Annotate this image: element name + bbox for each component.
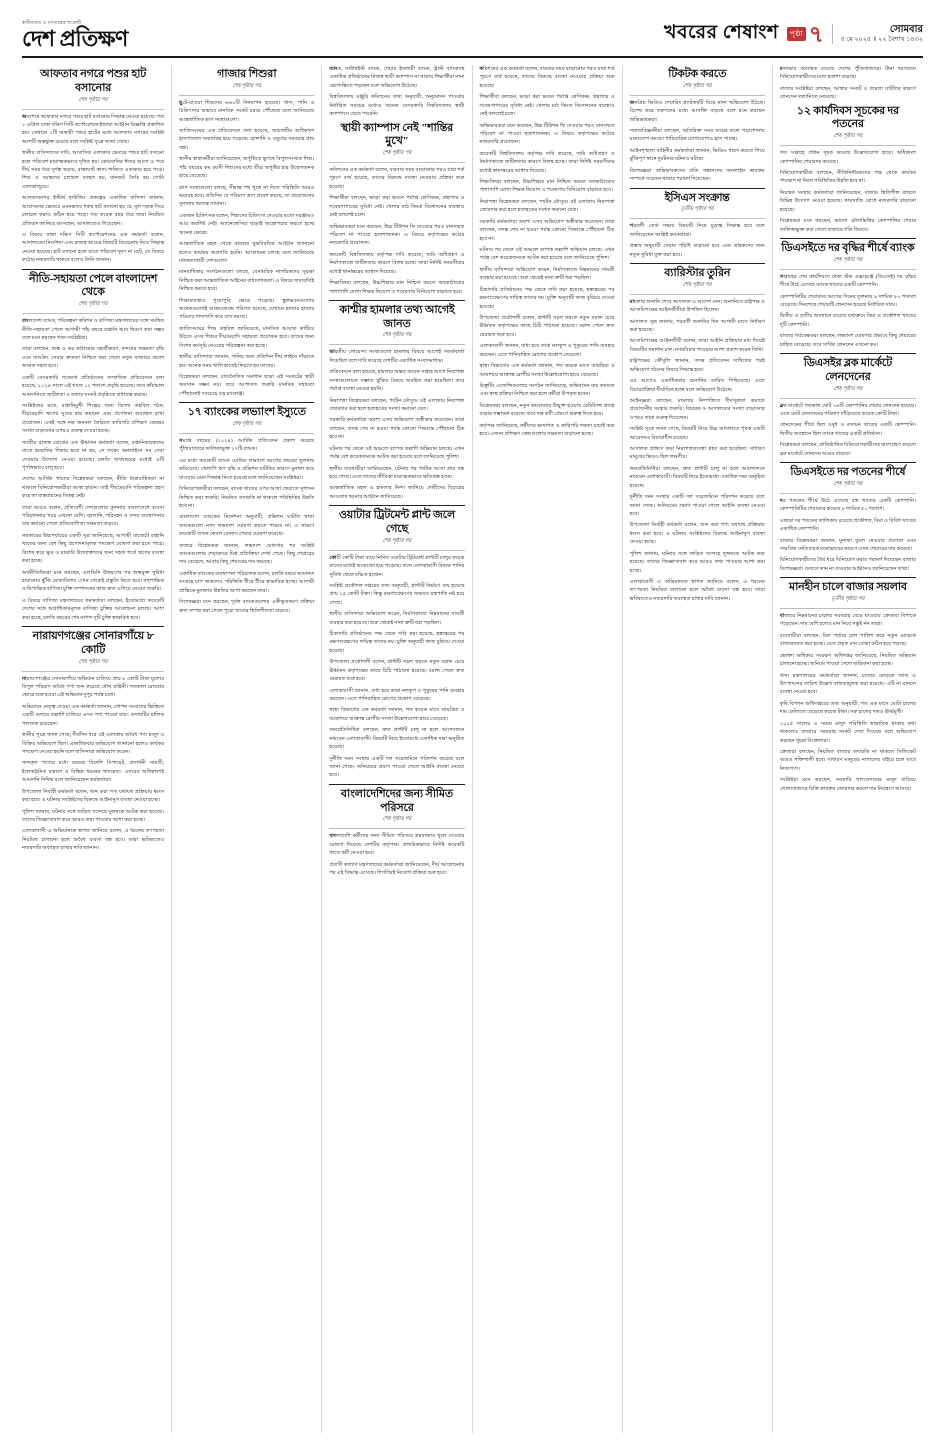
logo-kicker: স্বাধীনতার ও গণতন্ত্রের সংগ্রামী xyxy=(22,20,82,25)
article-paragraph: প্রবাসী কল্যাণ মন্ত্রণালয়ের কর্মকর্তারা জানিয়েছেন, দীর্ঘ আলোচনার পর এই সিদ্ধান্ত এসেছে। শিগগিরই নিয়োগ প্রক্রিয়া শুরু হবে। xyxy=(329,861,465,876)
article-paragraph: বাজারে নিম্নমানের চালের সরবরাহ বেড়ে যাওয়ায় ক্রেতারা বিপাকে পড়েছেন। দাম বেশি হলেও মান নিয়ে সন্তুষ্ট নন তারা। xyxy=(779,613,916,628)
divider xyxy=(780,238,916,239)
article-paragraph: উপজেলা প্রকৌশলী বলেন, প্লান্টটি সচল করতে নতুন বরাদ্দ চেয়ে ঊর্ধ্বতন কর্তৃপক্ষের কাছে চিঠি পাঠানো হয়েছে। বরাদ্দ পেলে দ্রুত মেরামত শুরু হবে। xyxy=(479,314,615,338)
article-paragraph: ভোক্তা অধিকার সংরক্ষণ অধিদপ্তর জানিয়েছে, নিয়মিত অভিযান চালানো হচ্ছে। অনিয়ম পাওয়া গেলে জরিমানা করা হচ্ছে। xyxy=(779,652,916,668)
divider xyxy=(22,109,164,110)
article-paragraph: রাষ্ট্রপক্ষের কৌঁসুলি জানান, তদন্ত প্রতিবেদন দাখিলের পরই অভিযোগ গঠনের বিষয়ে সিদ্ধান্ত হবে। xyxy=(629,358,765,373)
divider xyxy=(329,828,464,829)
article-headline: ডিএসইর ব্লক মার্কেটে লেনদেনের xyxy=(803,357,893,383)
divider xyxy=(179,95,314,96)
column-5 xyxy=(623,65,773,1433)
article-paragraph: একাধিক ব্যাংকের ব্যবস্থাপনা পরিচালক বলেন, চলতি বছরে আমানত সংগ্রহে চাপ থাকলেও পরিস্থিতি ধীরে ধীরে স্বাভাবিক হচ্ছে। আগামী প্রান্তিকে মুনাফায় উন্নতির আশা করছেন তারা। xyxy=(179,570,315,594)
article-headline: ডিএসইতে দর পতনের শীর্ষে xyxy=(790,466,906,479)
divider xyxy=(329,162,464,163)
article-paragraph: অভিযানে নেতৃত্ব দেওয়া এক কর্মকর্তা জানান, গোপন সংবাদের ভিত্তিতে একটি গুদামে তল্লাশি চালিয়ে এসব পণ্য পাওয়া যায়। গুদামটির মালিক পলাতক রয়েছেন। xyxy=(22,703,165,727)
article-paragraph: নিয়ন্ত্রক সংস্থার কর্মকর্তারা জানিয়েছেন, বাজার স্থিতিশীল রাখতে বিভিন্ন উদ্যোগ নেওয়া হয়েছে। কারসাজি রোধে নজরদারি বাড়ানো হয়েছে। xyxy=(779,189,916,213)
article-paragraph: মানবাধিকার সংগঠনগুলো বলছে, বেসামরিক নাগরিকদের সুরক্ষা নিশ্চিত করা আন্তর্জাতিক আইনের বাধ্যবাধকতা। এ বিষয়ে জবাবদিহি নিশ্চিত করতে হবে। xyxy=(179,269,315,293)
divider xyxy=(179,402,314,403)
article-dse-fall xyxy=(780,466,916,573)
article-byline: শেষ পৃষ্ঠার পর xyxy=(833,256,863,263)
article-barrister-turin xyxy=(630,267,765,603)
article-paragraph: উপজেলা প্রকৌশলী বলেন, প্লান্টটি সচল করতে নতুন বরাদ্দ চেয়ে ঊর্ধ্বতন কর্তৃপক্ষের কাছে চিঠি পাঠানো হয়েছে। বরাদ্দ পেলে দ্রুত মেরামত শুরু হবে। xyxy=(329,659,465,683)
article-byline: শেষ পৃষ্ঠার পর xyxy=(78,96,108,103)
article-paragraph: বিশেষজ্ঞরা অভিভাবকদের প্রতি সন্তানদের অনলাইন কার্যক্রম সম্পর্কে সচেতন থাকার পরামর্শ দিয়েছেন। xyxy=(629,167,765,183)
divider xyxy=(22,626,164,627)
article-aftab-nagar xyxy=(22,68,164,265)
divider xyxy=(780,353,916,354)
article-paragraph: প্রস্তাব অনুযায়ী সেবার পরিধি বাড়ানো হবে এবং গ্রাহকদের জন্য নতুন সুবিধা যুক্ত করা হবে। xyxy=(629,243,765,258)
article-paragraph: এর আগেও একাধিকবার শুনানির তারিখ পিছিয়েছে। এতে বিচারপ্রক্রিয়া দীর্ঘায়িত হচ্ছে বলে অভিযোগ উঠেছে। xyxy=(629,378,765,393)
article-paragraph: সমাজবিজ্ঞানীরা বলছেন, অতিরিক্ত সময় ব্যয়ের ফলে পড়াশোনায় মনোযোগ কমছে। পারিবারিক যোগাযোগও হ্রাস পাচ্ছে। xyxy=(629,128,765,143)
article-paragraph: শিক্ষার্থীরা বলছেন, ভাড়া করা ভবনে পর্যাপ্ত শ্রেণিকক্ষ, গ্রন্থাগার ও গবেষণাগারের সুবিধা নেই। খেলার মাঠ কিংবা বিনোদনের ব্যবস্থাও নেই বললেই চলে। xyxy=(479,94,615,118)
article-paragraph: পুলিশ জানায়, ঘটনার সঙ্গে জড়িত সন্দেহে দুজনকে আটক করা হয়েছে। তাদের জিজ্ঞাসাবাদ করে আরও তথ্য পাওয়ার আশা করা হচ্ছে। xyxy=(629,550,765,574)
article-paragraph: স্থানীয় বাসিন্দাদের দাবি, আবাসিক এলাকার ভেতরে পশুর হাট বসানো হলে পরিবেশ মারাত্মকভাবে দূষিত হয়। কোরবানির ঈদের আগে ও পরে দীর্ঘ সময় ধরে দুর্গন্ধ ছড়ায়, রাস্তাঘাট কাদা-পানিতে একাকার হয়ে পড়ে। শিশু ও বয়স্কদের চলাচল ব্যাহত হয়, যানজট তৈরি হয় গোটা এলাকাজুড়ে। xyxy=(22,150,165,190)
article-paragraph: সমাপ্ত বছরের (২০২৪) আর্থিক প্রতিবেদন প্রকাশ করেছে পুঁজিবাজারে তালিকাভুক্ত ১৭টি ব্যাংক। xyxy=(179,438,315,453)
article-byline: শেষ পৃষ্ঠার পর xyxy=(833,480,863,487)
article-paragraph: কোটি কোটি টাকা ব্যয়ে নির্মিত ওয়াটার ট্রিটমেন্ট প্লান্টটি চালুর কয়েক মাসের মধ্যেই অকেজো হয়ে পড়েছে। ফলে এলাকাবাসী বিশুদ্ধ পানির সুবিধা থেকে বঞ্চিত হচ্ছেন। xyxy=(329,554,465,578)
divider xyxy=(329,344,464,345)
article-paragraph: দ্বিতীয় ও তৃতীয় অবস্থানে রয়েছে যথাক্রমে বিমা ও প্রকৌশল খাতের দুটি কোম্পানি। xyxy=(779,313,916,328)
article-manhin-chal xyxy=(780,581,916,793)
article-paragraph: সরকারের উচ্চপর্যায়ের একটি সূত্র জানিয়েছে, আগামী বাজেটে রপ্তানি খাতের জন্য বেশ কিছু প্রণোদনামূলক পদক্ষেপ ঘোষণা করা হতে পারে। বিশেষ করে ক্ষুদ্র ও মাঝারি উদ্যোক্তাদের জন্য সহজ শর্তে ঋণের ব্যবস্থা করা হচ্ছে। xyxy=(22,532,165,565)
article-paragraph: কর্তৃপক্ষ জানিয়েছে, কর্মীদের ভাষাগত ও কারিগরি দক্ষতা যাচাই করা হবে। এজন্য প্রশিক্ষণ কেন্দ্রগুলোর সক্ষমতা বাড়ানো হচ্ছে। xyxy=(479,422,615,438)
article-bangladeshi-limited xyxy=(329,788,464,878)
article-paragraph: এ বিষয়ে বাণিজ্য মন্ত্রণালয়ের কর্মকর্তারা বলছেন, ইতোমধ্যে কয়েকটি দেশের সঙ্গে অগ্রাধিকারমূলক বাণিজ্য চুক্তির আলোচনা চলছে। আশা করা হচ্ছে, চলতি বছরের শেষ নাগাদ দুটি চুক্তি স্বাক্ষরিত হবে। xyxy=(22,597,165,621)
page-badge xyxy=(787,23,824,46)
article-paragraph: সরকারি কর্মকর্তারা অবশ্য এসব অভিযোগ অস্বীকার করেছেন। তারা বলছেন, তদন্ত শেষ না হওয়া পর্যন্ত কোনো সিদ্ধান্তে পৌঁছানো ঠিক হবে না। xyxy=(479,218,615,242)
article-paragraph: মামলার শুনানি শেষে আদালত এ আদেশ দেন। শুনানিতে রাষ্ট্রপক্ষ ও আসামিপক্ষের আইনজীবীরা উপস্থিত ছিলেন। xyxy=(629,298,765,314)
article-paragraph: অভিভাবকরা মনে করছেন, উচ্চ টিউশন ফি দেওয়ার পরও মানসম্মত পরিবেশ না পাওয়া হতাশাজনক। এ বিষয়ে কর্তৃপক্ষের কঠোর নজরদারি প্রয়োজন। xyxy=(329,223,465,247)
article-ecs xyxy=(630,192,765,259)
divider xyxy=(630,263,765,264)
article-paragraph: সংশ্লিষ্ট সূত্রে জানা গেছে, বিষয়টি নিয়ে উচ্চ আদালতে পৃথক একটি আবেদনও বিচারাধীন রয়েছে। xyxy=(629,426,765,441)
article-byline: শেষ পৃষ্ঠার পর xyxy=(232,82,262,89)
article-paragraph: জনপ্রতিনিধিরা বলছেন, দ্রুত প্লান্টটি চালু না হলে আন্দোলনে নামবেন এলাকাবাসী। বিষয়টি নিয়ে ইতোমধ্যে একাধিক সভা অনুষ্ঠিত হয়েছে। xyxy=(629,465,765,489)
divider xyxy=(780,577,916,578)
article-paragraph: জাতিসংঘের শিশু তহবিল জানিয়েছে, মানসিক আঘাত কাটিয়ে উঠতে এসব শিশুর দীর্ঘমেয়াদি সহায়তা প্রয়োজন হবে। তাদের জন্য বিশেষ কর্মসূচি নেওয়ার পরিকল্পনা করা হচ্ছে। xyxy=(179,325,315,349)
divider xyxy=(22,671,164,672)
article-headline: ১২ কার্যদিবস সূচকের দর পতনের xyxy=(796,104,899,131)
article-paragraph: সংশ্লিষ্ট প্রকৌশল দপ্তরের তথ্য অনুযায়ী, প্লান্টটি নির্মাণে ব্যয় হয়েছে প্রায় ২৫ কোটি টাকা। কিন্তু রক্ষণাবেক্ষণের অভাবে যন্ত্রপাতি নষ্ট হয়ে গেছে। xyxy=(329,582,465,606)
article-columns xyxy=(22,65,923,1433)
article-paragraph: স্থানীয় বাসিন্দারা অভিযোগ করেন, নির্মাণকাজে নিম্নমানের সামগ্রী ব্যবহার করা হয়েছে। শুরু থেকেই নানা ত্রুটি ধরা পড়ছিল। xyxy=(329,611,465,626)
article-narayanganj xyxy=(22,630,164,853)
article-paragraph: জনপ্রিয় ভিডিও শেয়ারিং প্ল্যাটফর্মটি ঘিরে নানা অভিযোগ উঠছে। বিশেষ করে তরুণদের মধ্যে আসক্তি বাড়ছে বলে মনে করছেন অভিভাবকরা। xyxy=(629,99,765,123)
article-12-kadimbis xyxy=(780,105,916,234)
article-paragraph: কোম্পানিটির শেয়ারদর আগের দিনের তুলনায় ৯ দশমিক ৮০ শতাংশ বেড়েছে। দিনশেষে শেয়ারটি লেনদেন হয়েছে নির্ধারিত দামে। xyxy=(779,293,916,308)
article-paragraph: ব্যাংক, সাউথইস্ট ব্যাংক, শেয়ার ইসলামী ব্যাংক, ট্রাস্ট ব্যাংকসহ একাধিক প্রতিষ্ঠানের নিজস্ব স্থায়ী ক্যাম্পাস না থাকায় শিক্ষার্থীরা নানা ভোগান্তিতে পড়ছেন বলে অভিযোগ উঠেছে। xyxy=(329,66,465,89)
article-byline: শেষ পৃষ্ঠার পর xyxy=(78,301,108,308)
article-byline: তৃতীয় পৃষ্ঠার পর xyxy=(680,206,714,213)
article-paragraph: আইনশৃঙ্খলা বাহিনীর কর্মকর্তারা জানান, ভিডিও ধারণ করতে গিয়ে ঝুঁকিপূর্ণ স্থানে দুর্ঘটনার ঘটনাও ঘটছে। xyxy=(629,147,765,163)
article-paragraph: আইনজ্ঞরা বলছেন, মামলার নিষ্পত্তিতে দীর্ঘসূত্রতা কমাতে প্রয়োজনীয় সংস্কার জরুরি। বিচারক ও আদালতের সংখ্যা বাড়ানোর ওপরও তারা গুরুত্ব দিয়েছেন। xyxy=(629,397,765,421)
article-byline: শেষ পৃষ্ঠার পর xyxy=(833,385,863,392)
masthead xyxy=(22,18,923,58)
page-badge-label: পৃষ্ঠা xyxy=(787,27,806,42)
article-headline: ব্যারিস্টার তুরিন xyxy=(664,266,731,279)
article-byline: শেষ পৃষ্ঠার পর xyxy=(382,816,412,823)
article-paragraph: স্বাস্থ্য বিভাগের এক কর্মকর্তা জানান, গত কয়েক মাসে ডায়রিয়া ও আমাশয়ে আক্রান্ত রোগীর সংখ্যা উল্লেখযোগ্য হারে বেড়েছে। xyxy=(329,707,465,722)
article-paragraph: বাংলাদেশ ব্যাংকের নির্দেশনা অনুযায়ী, প্রভিশন ঘাটতি থাকা ব্যাংকগুলো নগদ লভ্যাংশ ঘোষণা করতে পারবে না। এ কারণে কয়েকটি ব্যাংক কেবল বোনাস শেয়ার ঘোষণা করেছে। xyxy=(179,514,315,538)
article-headline: ডিএসইতে দর বৃদ্ধির শীর্ষে ব্যাংক xyxy=(781,241,915,254)
article-paragraph: ঘটনার পর থেকে ওই অঞ্চলে ব্যাপক তল্লাশি অভিযান চলছে। এখন পর্যন্ত বেশ কয়েকজনকে আটক করা হয়েছে বলে জানিয়েছে পুলিশ। xyxy=(329,445,465,461)
divider xyxy=(329,300,464,301)
masthead-right xyxy=(664,18,923,50)
article-paragraph: বাংলাদেশি কর্মীদের জন্য সীমিত পরিসরে শ্রমবাজার খুলে দেওয়ার ঘোষণা দিয়েছে দেশটির কর্তৃপক্ষ। প্রাথমিকভাবে নির্দিষ্ট কয়েকটি খাতে কর্মী নেওয়া হবে। xyxy=(329,833,465,857)
section-title: খবরের শেষাংশ xyxy=(663,22,779,43)
article-paragraph: আদালত প্রাঙ্গণে কড়া নিরাপত্তাব্যবস্থা গ্রহণ করা হয়েছিল। সাধারণ মানুষের ভিড়ও ছিল লক্ষণীয়। xyxy=(629,446,765,461)
logo-name: দেশ প্রতিক্ষণ xyxy=(22,26,128,51)
article-paragraph: নারায়ণগঞ্জের সোনারগাঁয়ে অভিযান চালিয়ে প্রায় ৮ কোটি টাকা মূল্যের বিপুল পরিমাণ অবৈধ পণ্য জব্দ করেছে যৌথ বাহিনী। গতকাল রোববার ভোরে শুরু হওয়া এই অভিযান দুপুর পর্যন্ত চলে। xyxy=(22,675,165,699)
article-paragraph: ভারতীয় গোয়েন্দা সংস্থাগুলো হামলার বিষয়ে আগেই সতর্কবার্তা দিয়েছিল বলে দাবি করেছে দেশটির একাধিক সংবাদমাধ্যম। xyxy=(329,349,465,364)
article-paragraph: তারা আরও বলেন, প্রতিবেশী দেশগুলোর তুলনায় বাংলাদেশে ব্যবসা পরিচালনার খরচ এখনো বেশি। জ্বালানি, পরিবহন ও বন্দর ব্যবস্থাপনার ব্যয় কমানো গেলে প্রতিযোগিতা সক্ষমতা বাড়বে। xyxy=(22,504,165,528)
article-gajar-shishura xyxy=(179,68,314,398)
article-headline: গাজার শিশুরা xyxy=(217,68,277,80)
article-paragraph: সংশ্লিষ্টরা মনে করছেন, সরকারি খাদ্যগুদামের মজুদ বাড়িয়ে খোলাবাজারে বিক্রি কার্যক্রম জোরদার করলে দাম নিয়ন্ত্রণে আসবে। xyxy=(779,777,916,792)
article-paragraph: নিরাপত্তা বিশ্লেষকরা বলছেন, পর্যটন মৌসুমে ওই এলাকায় নিরাপত্তা জোরদার করা হলে হতাহতের সংখ্যা কমানো যেত। xyxy=(329,397,465,412)
article-paragraph: এছাড়া দর পতনের তালিকায় রয়েছে প্রকৌশল, বিমা ও বিবিধ খাতের একাধিক কোম্পানি। xyxy=(779,517,916,533)
article-paragraph: ব্যবসায়ীরা বলছেন, মিল পর্যায়ে চাল পালিশ করে নতুন মোড়কে বাজারজাত করা হচ্ছে। এতে প্রকৃত মান বোঝা কঠিন হয়ে পড়ছে। xyxy=(779,632,916,648)
article-paragraph: জব্দকৃত পণ্যের মধ্যে রয়েছে বিদেশি সিগারেট, প্রসাধনী সামগ্রী, ইলেকট্রনিক যন্ত্রাংশ ও বিভিন্ন ধরনের খাদ্যদ্রব্য। এসবের অধিকাংশই আমদানি নিষিদ্ধ বলে জানিয়েছেন কর্মকর্তারা। xyxy=(22,760,165,784)
article-paragraph: উপজেলা নির্বাহী কর্মকর্তা বলেন, জব্দ করা পণ্য যথাযথ প্রক্রিয়ায় ধ্বংস করা হবে। এ ঘটনায় সংশ্লিষ্টদের বিরুদ্ধে আইনানুগ ব্যবস্থা নেওয়া হচ্ছে। xyxy=(22,788,165,804)
article-dse-block xyxy=(780,357,916,458)
article-paragraph: ঠিকাদারি প্রতিষ্ঠানের পক্ষ থেকে দাবি করা হয়েছে, হস্তান্তরের পর রক্ষণাবেক্ষণের দায়িত্ব তাদের নয়। চুক্তি অনুযায়ী কাজ বুঝিয়ে দেওয়া হয়েছে। xyxy=(479,286,615,310)
article-paragraph: একজন চিকিৎসক বলেন, শিশুদের চিকিৎসা দেওয়ার মতো সরঞ্জামও আর অবশিষ্ট নেই। অ্যানেস্থেসিয়া ছাড়াই অস্ত্রোপচার করতে হচ্ছে অনেক ক্ষেত্রে। xyxy=(179,212,315,236)
article-byline: শেষ পৃষ্ঠার পর xyxy=(382,332,412,339)
article-paragraph: বিশ্লেষকরা বলছেন, প্রাতিষ্ঠানিক বিনিয়োগকারীদের অংশগ্রহণ বাড়লে ব্লক মার্কেটে লেনদেন আরও বাড়বে। xyxy=(779,442,916,457)
article-paragraph: কয়েকটি বিশ্ববিদ্যালয় কর্তৃপক্ষ দাবি করেছে, জমি অধিগ্রহণ ও নির্মাণকাজে জটিলতার কারণে বিলম্ব হচ্ছে। তারা নির্দিষ্ট সময়সীমার মধ্যেই স্থানান্তরের আশ্বাস দিয়েছে। xyxy=(479,150,615,174)
article-byline: শেষ পৃষ্ঠার পর xyxy=(682,82,712,89)
article-paragraph: লেনদেনের শীর্ষে ছিল ওষুধ ও রসায়ন খাতের একটি কোম্পানি। দ্বিতীয় অবস্থানে ছিল ব্যাংক খাতের একটি প্রতিষ্ঠান। xyxy=(779,422,916,437)
article-dse-rise xyxy=(780,242,916,349)
article-paragraph: এলাকাবাসী জানান, বাধ্য হয়ে তারা নলকূপ ও পুকুরের পানি ব্যবহার করছেন। এতে পানিবাহিত রোগের প্রকোপ বেড়েছে। xyxy=(479,343,615,358)
article-paragraph: উপজেলা নির্বাহী কর্মকর্তা বলেন, জব্দ করা পণ্য যথাযথ প্রক্রিয়ায় ধ্বংস করা হবে। এ ঘটনায় সংশ্লিষ্টদের বিরুদ্ধে আইনানুগ ব্যবস্থা নেওয়া হচ্ছে। xyxy=(629,522,765,546)
article-paragraph: দুর্নীতি দমন সংস্থার একটি দল সরেজমিনে পরিদর্শন করেছে বলে জানা গেছে। অনিয়মের প্রমাণ পাওয়া গেলে আইনি ব্যবস্থা নেওয়া হবে। xyxy=(629,494,765,518)
date-full: ৫ মে ২০২৫ ॥ ২২ বৈশাখ ১৪৩২ xyxy=(840,36,923,44)
article-paragraph: শিক্ষাব্যবস্থাও পুরোপুরি ভেঙে পড়েছে। স্কুলভবনগুলোর অনেকগুলোই আশ্রয়কেন্দ্রে পরিণত হয়েছে, যেখানে হাজার হাজার পরিবার গাদাগাদি করে বাস করছে। xyxy=(179,297,315,321)
article-paragraph: তারা বলছেন, শুল্ক ও কর কাঠামোর সহজীকরণ, বন্দরের সক্ষমতা বৃদ্ধি এবং ব্যাংকিং সেবার দ্রুততা নিশ্চিত করা গেলে নতুন বাজারে প্রবেশ অনেক সহজ হবে। xyxy=(22,346,165,370)
article-paragraph: স্থানীয় সূত্রে জানা গেছে, দীর্ঘদিন ধরে ওই এলাকায় অবৈধ পণ্য মজুদ ও বিক্রির অভিযোগ ছিল। একাধিকবার অভিযোগ জানানো হলেও কার্যকর পদক্ষেপ নেওয়া হয়নি বলে বাসিন্দারা অভিযোগ করেন। xyxy=(22,732,165,755)
article-paragraph: দেশের আর্থিক খাতের বিশ্লেষকরা বলছেন, নীতি ধারাবাহিকতা না থাকলে বিনিয়োগকারীরা আস্থা হারান। তাই দীর্ঘমেয়াদি পরিকল্পনা গ্রহণ করে তা বাস্তবায়নের বিকল্প নেই। xyxy=(22,476,165,500)
article-paragraph: সরকারি কর্মকর্তারা অবশ্য এসব অভিযোগ অস্বীকার করেছেন। তারা বলছেন, তদন্ত শেষ না হওয়া পর্যন্ত কোনো সিদ্ধান্তে পৌঁছানো ঠিক হবে না। xyxy=(329,417,465,441)
article-17-bank xyxy=(179,406,314,615)
article-paragraph: স্থানীয় বাসিন্দারা অভিযোগ করেন, নির্মাণকাজে নিম্নমানের সামগ্রী ব্যবহার করা হয়েছে। শুরু থেকেই নানা ত্রুটি ধরা পড়ছিল। xyxy=(479,266,615,282)
article-paragraph: বাজার সংশ্লিষ্টরা বলছেন, আস্থার সংকট ও তারল্য ঘাটতির কারণে লেনদেন তলানিতে নেমেছে। xyxy=(779,85,916,101)
divider xyxy=(630,188,765,189)
divider xyxy=(329,550,464,551)
article-paragraph: এলাকাবাসী এ অভিযানকে স্বাগত জানিয়ে বলেন, এ ধরনের তৎপরতা নিয়মিত চালানো হলে অবৈধ ব্যবসা বন্ধ হবে। তারা ভবিষ্যতেও নজরদারি অব্যাহত রাখার দাবি জানান। xyxy=(22,828,165,852)
article-paragraph: আদালত সূত্র জানায়, পরবর্তী শুনানির দিন আগামী মাসে নির্ধারণ করা হয়েছে। xyxy=(629,318,765,333)
article-tiktok xyxy=(630,68,765,184)
article-headline: নীতি-সহায়তা পেলে বাংলাদেশ থেকে xyxy=(29,272,158,299)
article-headline: ওয়াটার ট্রিটমেন্ট প্লান্ট জলে গেছে xyxy=(338,509,456,535)
article-paragraph: আন্তর্জাতিক মহল এ হামলার নিন্দা জানিয়ে দোষীদের বিচারের আওতায় আনার আহ্বান জানিয়েছে। xyxy=(329,485,465,500)
article-headline: টিকটক করতে xyxy=(668,68,727,80)
page-number: ৭ xyxy=(808,21,824,47)
divider xyxy=(780,269,916,270)
article-niti-sohayota xyxy=(22,273,164,622)
article-paragraph: বিশ্ববিদ্যালয় মঞ্জুরি কমিশনের তথ্য অনুযায়ী, অনুমোদন পাওয়ার নির্ধারিত সময়ের মধ্যেও অনেক বেসরকারি বিশ্ববিদ্যালয় স্থায়ী ক্যাম্পাসে যেতে পারেনি। xyxy=(329,94,465,118)
article-paragraph: ২০২৫ সালের এ সময়ে মজুদ পরিস্থিতি স্বাভাবিক থাকার কথা থাকলেও বাজারে সরবরাহ সংকট দেখা দিয়েছে বলে অভিযোগ করছেন খুচরা বিক্রেতারা। xyxy=(779,720,916,744)
article-paragraph: ঘটনার পর থেকে ওই অঞ্চলে ব্যাপক তল্লাশি অভিযান চলছে। এখন পর্যন্ত বেশ কয়েকজনকে আটক করা হয়েছে বলে জানিয়েছে পুলিশ। xyxy=(479,247,615,262)
divider xyxy=(630,218,765,219)
article-paragraph: শিক্ষার্থীরা বলছেন, ভাড়া করা ভবনে পর্যাপ্ত শ্রেণিকক্ষ, গ্রন্থাগার ও গবেষণাগারের সুবিধা নেই। খেলার মাঠ কিংবা বিনোদনের ব্যবস্থাও নেই বললেই চলে। xyxy=(329,195,465,219)
divider xyxy=(329,784,464,785)
article-headline: স্থায়ী ক্যাম্পাস নেই "শান্তির মুখে" xyxy=(340,121,453,148)
article-byline: শেষ পৃষ্ঠার পর xyxy=(78,658,108,665)
article-headline: আফতাব নগরে পশুর হাট বসানোর xyxy=(40,68,147,94)
article-paragraph: স্বাস্থ্য বিভাগের এক কর্মকর্তা জানান, গত কয়েক মাসে ডায়রিয়া ও আমাশয়ে আক্রান্ত রোগীর সংখ্যা উল্লেখযোগ্য হারে বেড়েছে। xyxy=(479,363,615,378)
article-paragraph: পুলিশ জানায়, ঘটনার সঙ্গে জড়িত সন্দেহে দুজনকে আটক করা হয়েছে। তাদের জিজ্ঞাসাবাদ করে আরও তথ্য পাওয়ার আশা করা হচ্ছে। xyxy=(22,808,165,823)
article-paragraph: বিশ্লেষকরা বলছেন, নতুন শ্রমবাজার উন্মুক্ত হওয়ায় রেমিট্যান্স প্রবাহ বাড়ার সম্ভাবনা রয়েছে। তবে দক্ষ কর্মী প্রেরণে গুরুত্ব দিতে হবে। xyxy=(479,402,615,418)
article-paragraph: বিশ্লেষকরা মনে করছেন, ভালো মৌলভিত্তির কোম্পানির শেয়ার তালিকাভুক্ত করা গেলে বাজারে গতি ফিরবে। xyxy=(779,218,916,233)
article-paragraph: কমিশনের এক কর্মকর্তা বলেন, বারবার সময় বাড়ানোর পরও যারা শর্ত পূরণে ব্যর্থ হয়েছে, তাদের বিরুদ্ধে ব্যবস্থা নেওয়ার প্রক্রিয়া শুরু হয়েছে। xyxy=(479,66,615,89)
article-paragraph: এলাকাবাসী এ অভিযানকে স্বাগত জানিয়ে বলেন, এ ধরনের তৎপরতা নিয়মিত চালানো হলে অবৈধ ব্যবসা বন্ধ হবে। তারা ভবিষ্যতেও নজরদারি অব্যাহত রাখার দাবি জানান। xyxy=(629,578,765,602)
article-paragraph: এলাকাবাসী জানান, বাধ্য হয়ে তারা নলকূপ ও পুকুরের পানি ব্যবহার করছেন। এতে পানিবাহিত রোগের প্রকোপ বেড়েছে। xyxy=(329,687,465,703)
article-paragraph: জনপ্রতিনিধিরা বলছেন, দ্রুত প্লান্টটি চালু না হলে আন্দোলনে নামবেন এলাকাবাসী। বিষয়টি নিয়ে ইতোমধ্যে একাধিক সভা অনুষ্ঠিত হয়েছে। xyxy=(329,727,465,751)
article-paragraph: পরবর্তী বোর্ড সভায় বিষয়টি নিয়ে চূড়ান্ত সিদ্ধান্ত হবে বলে জানিয়েছেন সংশ্লিষ্ট কর্মকর্তারা। xyxy=(629,223,765,238)
article-paragraph: আফতাবনগর ইস্টার্ন হাউজিং প্রকল্পের একাধিক বাসিন্দা জানান, আবাসনের ভেতরে এমনভাবে গরুর হাট বসানো হয় যে, মূল সড়ক দিয়ে চলাচল করাও কঠিন হয়ে পড়ে। গত কয়েক বছর ধরে তারা নিয়মিত প্রতিবাদ জানিয়ে আসছেন, আদালতেও গিয়েছেন। xyxy=(22,195,165,227)
article-paragraph: বিনিয়োগকারীদের ধৈর্য ধরে বিনিয়োগ করার পরামর্শ দিয়েছেন বাজার বিশেষজ্ঞরা। গুজবে কান না দেওয়ার আহ্বানও জানিয়েছেন তারা। xyxy=(779,557,916,572)
article-byline: শেষ পৃষ্ঠার পর xyxy=(232,421,262,427)
article-paragraph: সপ্তাহের শেষ কার্যদিবসে ঢাকা স্টক এক্সচেঞ্জে (ডিএসই) দর বৃদ্ধির শীর্ষে উঠে এসেছে ব্যাংক খাতের একটি কোম্পানি। xyxy=(779,273,916,289)
article-paragraph: ছুটে-যাওয়া শিশুদের ৬৬০টি দিনযাপন হয়েছে। খাদ্য, পানি ও চিকিৎসার অভাবে মানবিক সংকট চরমে পৌঁছেছে বলে জানিয়েছে আন্তর্জাতিক ত্রাণ সংস্থাগুলো। xyxy=(179,99,315,123)
article-paragraph: বাজার বিশ্লেষকরা জানান, মুনাফা তুলে নেওয়ার প্রবণতা এবং সামগ্রিক নেতিবাচক মনোভাবের কারণে এসব শেয়ারের দাম কমেছে। xyxy=(779,537,916,552)
article-headline: ১৭ ব্যাংকের লভ্যাংশ ইস্যুতে xyxy=(187,406,306,419)
article-paragraph: বিনিয়োগকারীরা বলছেন, ব্যাংক খাতের ওপর আস্থা ফেরাতে সুশাসন নিশ্চিত করা জরুরি। নিয়মিত তদারকি না থাকলে পরিস্থিতির উন্নতি হবে না। xyxy=(179,486,315,509)
article-headline: কাশ্মীর হামলার তথ্য আগেই জানত xyxy=(339,303,455,330)
article-paragraph: কয়েকটি বিশ্ববিদ্যালয় কর্তৃপক্ষ দাবি করেছে, জমি অধিগ্রহণ ও নির্মাণকাজে জটিলতার কারণে বিলম্ব হচ্ছে। তারা নির্দিষ্ট সময়সীমার মধ্যেই স্থানান্তরের আশ্বাস দিয়েছে। xyxy=(329,251,465,275)
article-paragraph: স্থানীয় বাসিন্দারা জানান, পানির জন্য প্রতিদিন দীর্ঘ লাইনে দাঁড়াতে হয়। অনেক সময় খালি হাতেই ফিরতে হয় তাদের। xyxy=(179,354,315,369)
newspaper-logo xyxy=(22,20,128,50)
article-byline: তৃতীয় পৃষ্ঠার পর xyxy=(831,596,865,603)
article-water-treatment xyxy=(329,509,464,780)
divider xyxy=(780,493,916,494)
column-2 xyxy=(172,65,322,1433)
date-block xyxy=(832,24,923,45)
article-paragraph: ব্লক মার্কেটে গতকাল মোট ১৬টি কোম্পানির শেয়ার লেনদেন হয়েছে। এতে মোট লেনদেনের পরিমাণ দাঁড়িয়েছে কয়েক কোটি টাকা। xyxy=(779,402,916,418)
article-paragraph: বাংলাদেশ ব্যাংক, পরিকল্পনা কমিশন ও বাণিজ্য মন্ত্রণালয়ের সঙ্গে সমন্বিত নীতি-সহায়তা পেলে আগামী পাঁচ বছরে রপ্তানি আয় দ্বিগুণ করা সম্ভব বলে মনে করছেন খাত-সংশ্লিষ্টরা। xyxy=(22,318,165,342)
article-headline: মানহীন চালে বাজার সয়লাব xyxy=(789,581,907,594)
article-paragraph: বাজার পর্যবেক্ষকরা বলছেন, লভ্যাংশ ঘোষণার প্রভাবে কিছু শেয়ারের চাহিদা বেড়েছে। তবে সার্বিক লেনদেন এখনো কম। xyxy=(779,333,916,348)
article-paragraph: এ বিষয়ে ঢাকা দক্ষিণ সিটি কর্পোরেশনের এক কর্মকর্তা বলেন, আদালতের নির্দেশনা এবং রাজস্ব আয়ের বিষয়টি বিবেচনায় নিয়ে সিদ্ধান্ত নেওয়া হয়েছে। হাট বসানো হলে যাতে পরিবেশ দূষণ না ঘটে, সে বিষয়ে কঠোর নজরদারি থাকবে বলেও তিনি জানান। xyxy=(22,231,165,264)
divider xyxy=(780,145,916,146)
article-paragraph: বিশেষজ্ঞরা মনে করছেন, দুর্বল ব্যাংকগুলোর একীভূতকরণ প্রক্রিয়া দ্রুত সম্পন্ন করা গেলে পুরো খাতের স্থিতিশীলতা বাড়বে। xyxy=(179,599,315,614)
date-day: সোমবার xyxy=(889,23,923,35)
article-paragraph: আন্তর্জাতিক মহল থেকে বারবার যুদ্ধবিরতির আহ্বান জানানো হলেও কার্যকর অগ্রগতি হয়নি। আলোচনা চলছে বলে জানিয়েছে মধ্যস্থতাকারী দেশগুলো। xyxy=(179,241,315,264)
article-paragraph: ত্রাণ সংস্থাগুলো বলছে, সীমান্ত পথ খুলে না দিলে পরিস্থিতি আরও ভয়াবহ হবে। প্রতিদিন যে পরিমাণ ত্রাণ প্রবেশ করছে, তা প্রয়োজনের তুলনায় অত্যন্ত সামান্য। xyxy=(179,184,315,208)
article-paragraph: আসামিপক্ষের আইনজীবী বলেন, তারা আইনি প্রক্রিয়ার মধ্য দিয়েই বিষয়টির সমাধান চান। ন্যায়বিচার পাওয়ার আশা প্রকাশ করেন তিনি। xyxy=(629,338,765,353)
divider xyxy=(329,505,464,506)
article-paragraph: বাজার বিশ্লেষকরা জানান, লভ্যাংশ ঘোষণার পর সংশ্লিষ্ট ব্যাংকগুলোর শেয়ারদরে মিশ্র প্রতিক্রিয়া দেখা গেছে। কিছু শেয়ারের দাম বেড়েছে, আবার কিছু শেয়ারের দাম কমেছে। xyxy=(179,542,315,566)
divider xyxy=(780,608,916,609)
column-4 xyxy=(473,65,623,1433)
article-paragraph: ঠিকাদারি প্রতিষ্ঠানের পক্ষ থেকে দাবি করা হয়েছে, হস্তান্তরের পর রক্ষণাবেক্ষণের দায়িত্ব তাদের নয়। চুক্তি অনুযায়ী কাজ বুঝিয়ে দেওয়া হয়েছে। xyxy=(329,631,465,654)
article-headline: ইসিএস সংক্রান্ত xyxy=(664,191,730,204)
article-paragraph: গত সপ্তাহে প্রধান সূচক কমেছে উল্লেখযোগ্য হারে। অধিকাংশ কোম্পানির শেয়ারদর কমেছে। xyxy=(779,150,916,165)
article-byline: শেষ পৃষ্ঠার পর xyxy=(382,150,412,157)
article-paragraph: রিক্রুটিং এজেন্সিগুলোর সংগঠন জানিয়েছে, অভিবাসন ব্যয় কমানো এবং স্বচ্ছ প্রক্রিয়া নিশ্চিত করা হলে কর্মীরা উপকৃত হবেন। xyxy=(479,382,615,398)
divider xyxy=(630,95,765,96)
article-paragraph: খাদ্য মন্ত্রণালয়ের কর্মকর্তারা জানান, চালের মোড়কে জাত ও উৎপাদনের তারিখ উল্লেখ বাধ্যতামূলক করা হয়েছে। এটি না মানলে ব্যবস্থা নেওয়া হবে। xyxy=(779,672,916,696)
article-paragraph: ক্রেতারা বলছেন, নিয়মিত বাজার তদারকি না থাকলে সিন্ডিকেট আরও শক্তিশালী হবে। সাধারণ মানুষের নাগালের বাইরে চলে যাবে নিত্যপণ্য। xyxy=(779,748,916,772)
article-paragraph: এর মধ্যে কয়েকটি ব্যাংক ঘোষিত লভ্যাংশ আগের বছরের তুলনায় কমিয়েছে। খেলাপি ঋণ বৃদ্ধি ও প্রভিশন ঘাটতির কারণে মুনাফা কমে যাওয়ায় এমন সিদ্ধান্ত নিতে হয়েছে বলে জানিয়েছেন সংশ্লিষ্টরা। xyxy=(179,457,315,481)
article-sthayi-campus xyxy=(329,65,464,296)
divider xyxy=(780,462,916,463)
article-paragraph: একটি বেসরকারি গবেষণা প্রতিষ্ঠানের সাম্প্রতিক প্রতিবেদনে বলা হয়েছে, ২০২৪ সালে এই খাতে ১২ শতাংশ প্রবৃদ্ধি হয়েছে। তবে কাঁচামাল আমদানিতে জটিলতা ও ডলার সংকট প্রবৃদ্ধিকে বাধাগ্রস্ত করছে। xyxy=(22,374,165,398)
divider xyxy=(630,294,765,295)
article-paragraph: সংশ্লিষ্টদের মতে, রপ্তানিমুখী শিল্পের জন্য বিশেষ তহবিল গঠন, দীর্ঘমেয়াদি ঋণের সুদের হার কমানো এবং প্রণোদনা অব্যাহত রাখা প্রয়োজন। একই সঙ্গে দক্ষ জনবল তৈরিতে কারিগরি প্রশিক্ষণ কেন্দ্রের সংখ্যা বাড়ানোর ওপরও গুরুত্ব দেওয়া হচ্ছে। xyxy=(22,402,165,435)
column-1 xyxy=(22,65,172,1433)
article-paragraph: দর পতনের শীর্ষে উঠে এসেছে বস্ত্র খাতের একটি কোম্পানি। কোম্পানিটির শেয়ারদর কমেছে ৮ দশমিক ৫০ শতাংশ। xyxy=(779,497,916,513)
article-paragraph: নিরাপত্তা বিশ্লেষকরা বলছেন, পর্যটন মৌসুমে ওই এলাকায় নিরাপত্তা জোরদার করা হলে হতাহতের সংখ্যা কমানো যেত। xyxy=(479,198,615,214)
article-paragraph: প্রতিবেদনে বলা হয়েছে, হামলার অন্তত কয়েক সপ্তাহ আগে নিরাপত্তা সংস্থাগুলোকে সম্ভাব্য ঝুঁকির বিষয়ে অবহিত করা হয়েছিল। তবে পর্যাপ্ত ব্যবস্থা নেওয়া হয়নি। xyxy=(329,369,465,393)
article-paragraph: জাতীয় রাজস্ব বোর্ডের এক ঊর্ধ্বতন কর্মকর্তা বলেন, রপ্তানিকারকদের যাতে হয়রানির শিকার হতে না হয়, সে লক্ষ্যে অনলাইনে সব সেবা দেওয়ার উদ্যোগ নেওয়া হয়েছে। চলতি অর্থবছরের মধ্যেই এটি পূর্ণাঙ্গভাবে চালু হবে। xyxy=(22,439,165,471)
article-byline: শেষ পৃষ্ঠার পর xyxy=(382,537,412,544)
article-kashmir xyxy=(329,304,464,501)
article-paragraph: জাতিসংঘের এক প্রতিবেদনে বলা হয়েছে, অঞ্চলটির অধিকাংশ হাসপাতাল অকার্যকর হয়ে পড়েছে। জ্বালানি ও ওষুধের সরবরাহ প্রায় বন্ধ। xyxy=(179,128,315,151)
article-paragraph: অর্থনীতিবিদরা মনে করছেন, এলডিসি উত্তরণের পর শুল্কমুক্ত সুবিধা হারানোর ঝুঁকি মোকাবিলায় এখন থেকেই প্রস্তুতি নিতে হবে। বহুপাক্ষিক ও দ্বিপাক্ষিক বাণিজ্য চুক্তি সম্পাদনের কাজ দ্রুত এগিয়ে নেওয়া জরুরি। xyxy=(22,569,165,593)
article-paragraph: কৃষি বিপণন অধিদপ্তরের তথ্য অনুযায়ী, গত এক মাসে মোটা চালের দাম কেজিতে বেড়েছে কয়েক টাকা। সরু চালের দামও ঊর্ধ্বমুখী। xyxy=(779,700,916,716)
divider xyxy=(22,313,164,314)
column-3 xyxy=(322,65,472,1433)
article-byline: শেষ পৃষ্ঠার পর xyxy=(833,133,863,140)
article-paragraph: অবশেষে আফতাব নগরে পশুর হাট বসানোর সিদ্ধান্ত নেওয়া হয়েছে। গত ১ এপ্রিল ঢাকা দক্ষিণ সিটি কর্পোরেশনে ইজারা আহ্বান বিজ্ঞপ্তি প্রকাশিত হয়। সেখানে ১টি অস্থায়ী পশুর হাটের মধ্যে আফতাব নগরের সংশ্লিষ্ট অংশটি অন্তর্ভুক্ত রয়েছে বলে সংশ্লিষ্ট সূত্রে জানা গেছে। xyxy=(22,113,165,145)
article-paragraph: বিশ্লেষকরা বলছেন, রাজনৈতিক সমাধান ছাড়া এই সংকটের স্থায়ী অবসান সম্ভব নয়। তবে আপাতত জরুরি মানবিক সহায়তা পৌঁছানোই সবচেয়ে বড় চ্যালেঞ্জ। xyxy=(179,373,315,397)
article-paragraph: অভিভাবকরা মনে করছেন, উচ্চ টিউশন ফি দেওয়ার পরও মানসম্মত পরিবেশ না পাওয়া হতাশাজনক। এ বিষয়ে কর্তৃপক্ষের কঠোর নজরদারি প্রয়োজন। xyxy=(479,122,615,146)
column-6 xyxy=(773,65,923,1433)
article-headline: নারায়ণগঞ্জের সোনারগাঁয়ে ৮ কোটি xyxy=(32,630,154,656)
article-headline: বাংলাদেশিদের জন্য সীমিত পরিসরে xyxy=(340,787,453,814)
article-paragraph: মন্দাভাব অব্যাহত রয়েছে দেশের পুঁজিবাজারে। টানা দরপতনে বিনিয়োগকারীদের মধ্যে হতাশা বাড়ছে। xyxy=(779,66,916,81)
article-paragraph: শিক্ষাবিদরা বলছেন, উচ্চশিক্ষার মান নিশ্চিত করতে অবকাঠামোর পাশাপাশি যোগ্য শিক্ষক নিয়োগ ও গবেষণায় বিনিয়োগ বাড়াতে হবে। xyxy=(329,280,465,295)
divider xyxy=(780,398,916,399)
article-byline: শেষ পৃষ্ঠার পর xyxy=(682,281,712,288)
article-paragraph: স্থানীয় ব্যবসায়ীরা জানিয়েছেন, ঘটনার পর পর্যটক আসা প্রায় বন্ধ হয়ে গেছে। এতে তাদের জীবিকা মারাত্মকভাবে ক্ষতিগ্রস্ত হচ্ছে। xyxy=(329,465,465,480)
divider xyxy=(179,433,314,434)
article-paragraph: কমিশনের এক কর্মকর্তা বলেন, বারবার সময় বাড়ানোর পরও যারা শর্ত পূরণে ব্যর্থ হয়েছে, তাদের বিরুদ্ধে ব্যবস্থা নেওয়ার প্রক্রিয়া শুরু হয়েছে। xyxy=(329,167,465,190)
article-paragraph: দুর্নীতি দমন সংস্থার একটি দল সরেজমিনে পরিদর্শন করেছে বলে জানা গেছে। অনিয়মের প্রমাণ পাওয়া গেলে আইনি ব্যবস্থা নেওয়া হবে। xyxy=(329,755,465,779)
article-paragraph: শিক্ষাবিদরা বলছেন, উচ্চশিক্ষার মান নিশ্চিত করতে অবকাঠামোর পাশাপাশি যোগ্য শিক্ষক নিয়োগ ও গবেষণায় বিনিয়োগ বাড়াতে হবে। xyxy=(479,179,615,194)
article-paragraph: বিনিয়োগকারীরা বলছেন, নীতিনির্ধারকদের পক্ষ থেকে কার্যকর পদক্ষেপ না নিলে পরিস্থিতির উন্নতি হবে না। xyxy=(779,170,916,185)
article-paragraph: স্থানীয় স্বাস্থ্যকর্মীরা জানিয়েছেন, অপুষ্টিতে ভুগছে বিপুলসংখ্যক শিশু। পাঁচ বছরের কম বয়সী শিশুদের মধ্যে তীব্র অপুষ্টির হার উদ্বেগজনক হারে বেড়েছে। xyxy=(179,156,315,180)
divider xyxy=(22,269,164,270)
